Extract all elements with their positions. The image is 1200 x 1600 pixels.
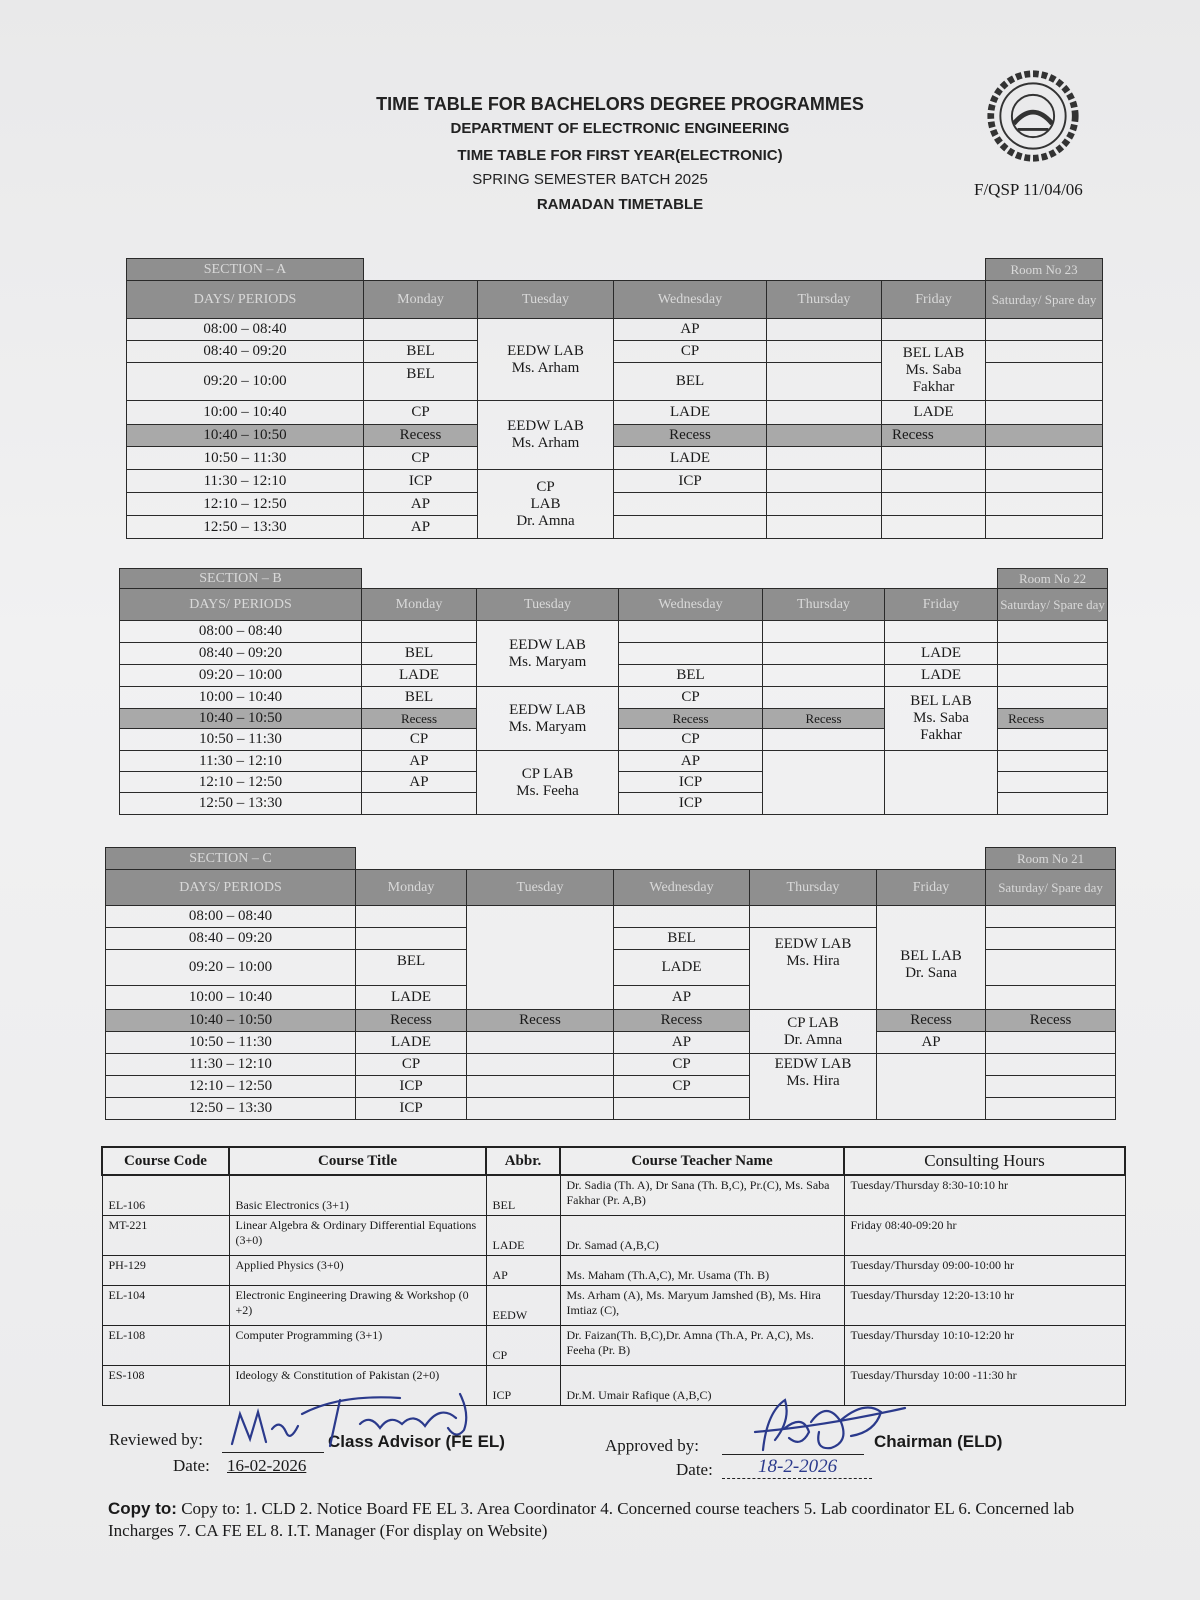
- section-c-table: [105, 847, 1116, 1120]
- course-title: Linear Algebra & Ordinary Differential Equations (3+0): [229, 1215, 486, 1255]
- class-cell: CP: [614, 1054, 750, 1076]
- section-a-table: [126, 258, 1103, 539]
- day-header: Saturday/ Spare day: [986, 281, 1103, 319]
- days-periods-header: DAYS/ PERIODS: [120, 589, 362, 621]
- consulting-hours: Tuesday/Thursday 8:30-10:10 hr: [844, 1175, 1125, 1215]
- table-row: [102, 1255, 1125, 1285]
- course-code: EL-106: [102, 1175, 229, 1215]
- course-code: EL-104: [102, 1285, 229, 1325]
- approve-date-label: Date:: [676, 1460, 713, 1479]
- room-number: Room No 21: [986, 848, 1116, 870]
- period-cell: 08:00 – 08:40: [106, 906, 356, 928]
- course-abbr: LADE: [486, 1215, 560, 1255]
- course-table: [101, 1146, 1126, 1406]
- class-cell: AP: [362, 772, 477, 793]
- class-cell: CP: [619, 729, 763, 751]
- day-header: Friday: [882, 281, 986, 319]
- period-cell: 12:50 – 13:30: [106, 1098, 356, 1120]
- room-number: Room No 23: [986, 259, 1103, 281]
- class-cell: EEDW LAB: [509, 701, 586, 718]
- class-cell: BEL: [362, 643, 477, 665]
- day-header: Thursday: [763, 589, 885, 621]
- class-cell: AP: [614, 1032, 750, 1054]
- class-cell: Fakhar: [920, 727, 962, 743]
- class-cell: EEDW LAB: [507, 418, 584, 434]
- course-title: Applied Physics (3+0): [229, 1255, 486, 1285]
- day-header: Tuesday: [478, 281, 614, 319]
- section-title: SECTION – B: [120, 569, 362, 589]
- class-cell: Ms. Saba: [913, 710, 969, 726]
- class-cell: EEDW LAB: [774, 936, 852, 952]
- course-code: EL-108: [102, 1325, 229, 1365]
- class-cell: Fakhar: [912, 379, 955, 395]
- class-cell: Ms. Arham: [511, 359, 580, 376]
- course-title: Ideology & Constitution of Pakistan (2+0): [229, 1365, 486, 1405]
- period-cell: 08:00 – 08:40: [120, 621, 362, 643]
- review-date: 16-02-2026: [227, 1456, 307, 1475]
- year-title: TIME TABLE FOR FIRST YEAR(ELECTRONIC): [457, 147, 783, 164]
- class-cell: LADE: [362, 665, 477, 687]
- column-header: Course Teacher Name: [560, 1147, 844, 1175]
- review-date-label: Date:: [173, 1456, 210, 1475]
- recess-cell: Recess: [614, 425, 767, 447]
- class-cell: BEL: [356, 950, 467, 986]
- semester-title: SPRING SEMESTER BATCH 2025: [472, 171, 708, 188]
- class-cell: CP: [364, 401, 478, 425]
- consulting-hours: Friday 08:40-09:20 hr: [844, 1215, 1125, 1255]
- chairman-signature-icon: [745, 1392, 915, 1462]
- period-cell: 09:20 – 10:00: [106, 950, 356, 986]
- class-cell: CP LAB: [787, 1014, 839, 1031]
- recess-cell: Recess: [763, 709, 885, 729]
- period-cell: 12:10 – 12:50: [127, 493, 364, 516]
- course-code: MT-221: [102, 1215, 229, 1255]
- class-cell: CP: [362, 729, 477, 751]
- day-header: Wednesday: [614, 281, 767, 319]
- class-cell: LADE: [614, 950, 750, 986]
- class-cell: Ms. Maryam: [508, 718, 587, 735]
- class-cell: EEDW LAB: [509, 636, 586, 653]
- table-row: [102, 1175, 1125, 1215]
- period-cell: 08:00 – 08:40: [127, 319, 364, 341]
- day-header: Monday: [362, 589, 477, 621]
- recess-cell: Recess: [877, 1010, 986, 1032]
- class-cell: Dr. Amna: [516, 512, 575, 529]
- section-title: SECTION – C: [106, 848, 356, 870]
- recess-cell: Recess: [614, 1010, 750, 1032]
- class-cell: CP: [619, 687, 763, 709]
- class-cell: BEL LAB: [900, 947, 962, 964]
- class-cell: Dr. Sana: [905, 964, 957, 981]
- reviewer-signature-icon: [220, 1384, 490, 1454]
- course-teacher: Dr. Samad (A,B,C): [560, 1215, 844, 1255]
- class-cell: ICP: [364, 470, 478, 493]
- course-teacher: Dr. Faizan(Th. B,C),Dr. Amna (Th.A, Pr. A,C), Ms. Feeha (Pr. B): [560, 1325, 844, 1365]
- period-cell: 10:50 – 11:30: [106, 1032, 356, 1054]
- period-cell: 10:00 – 10:40: [127, 401, 364, 425]
- class-cell: LADE: [885, 665, 998, 687]
- copy-to-label: Copy to:: [108, 1499, 177, 1518]
- consulting-hours: Tuesday/Thursday 09:00-10:00 hr: [844, 1255, 1125, 1285]
- table-row: [102, 1215, 1125, 1255]
- class-cell: Ms. Maryam: [508, 653, 587, 670]
- class-cell: BEL: [364, 341, 478, 363]
- period-cell: 12:50 – 13:30: [127, 516, 364, 539]
- copy-to-text: Copy to: 1. CLD 2. Notice Board FE EL 3. Area Coordinator 4. Concerned course teachers 5. Lab coordinator EL 6. Concerned lab Incharges 7. CA FE EL 8. I.T. Manager (For display on Website): [108, 1499, 1075, 1540]
- period-cell: 09:20 – 10:00: [127, 363, 364, 401]
- recess-cell: Recess: [356, 1010, 467, 1032]
- course-teacher: Ms. Maham (Th.A,C), Mr. Usama (Th. B): [560, 1255, 844, 1285]
- class-cell: CP: [356, 1054, 467, 1076]
- class-cell: Dr. Amna: [783, 1031, 843, 1048]
- approved-by-label: Approved by:: [605, 1436, 699, 1455]
- university-seal-icon: [985, 68, 1081, 164]
- class-cell: BEL LAB: [910, 693, 972, 709]
- department-title: DEPARTMENT OF ELECTRONIC ENGINEERING: [450, 120, 790, 137]
- class-cell: AP: [614, 319, 767, 341]
- period-cell: 08:40 – 09:20: [106, 928, 356, 950]
- column-header: Abbr.: [486, 1147, 560, 1175]
- class-cell: ICP: [356, 1098, 467, 1120]
- copy-to-list: [108, 1498, 1118, 1542]
- form-number: F/QSP 11/04/06: [974, 180, 1083, 199]
- period-cell: 11:30 – 12:10: [127, 470, 364, 493]
- class-cell: CP: [614, 1076, 750, 1098]
- class-cell: LADE: [356, 1032, 467, 1054]
- class-cell: AP: [614, 986, 750, 1010]
- period-cell: 12:10 – 12:50: [106, 1076, 356, 1098]
- course-title: Computer Programming (3+1): [229, 1325, 486, 1365]
- table-row: [102, 1325, 1125, 1365]
- course-abbr: ICP: [486, 1365, 560, 1405]
- class-cell: BEL LAB: [902, 345, 965, 361]
- class-cell: EEDW LAB: [507, 342, 584, 359]
- period-cell: 10:00 – 10:40: [120, 687, 362, 709]
- day-header: Friday: [877, 870, 986, 906]
- period-cell: 10:00 – 10:40: [106, 986, 356, 1010]
- class-cell: LADE: [614, 401, 767, 425]
- class-cell: Ms. Feeha: [516, 782, 579, 799]
- class-cell: Ms. Saba: [905, 362, 962, 378]
- approve-date: 18-2-2026: [758, 1456, 838, 1477]
- consulting-hours: Tuesday/Thursday 10:00 -11:30 hr: [844, 1365, 1125, 1405]
- days-periods-header: DAYS/ PERIODS: [127, 281, 364, 319]
- course-code: PH-129: [102, 1255, 229, 1285]
- day-header: Thursday: [750, 870, 877, 906]
- section-b-table: [119, 568, 1108, 815]
- period-cell: 08:40 – 09:20: [127, 341, 364, 363]
- course-teacher: Dr.M. Umair Rafique (A,B,C): [560, 1365, 844, 1405]
- day-header: Saturday/ Spare day: [998, 589, 1108, 621]
- class-cell: LADE: [614, 447, 767, 470]
- column-header: Course Title: [229, 1147, 486, 1175]
- course-teacher: Dr. Sadia (Th. A), Dr Sana (Th. B,C), Pr.(C), Ms. Saba Fakhar (Pr. A,B): [560, 1175, 844, 1215]
- day-header: Tuesday: [467, 870, 614, 906]
- course-abbr: EEDW: [486, 1285, 560, 1325]
- class-cell: ICP: [614, 470, 767, 493]
- recess-cell: Recess: [467, 1010, 614, 1032]
- class-cell: Ms. Hira: [786, 953, 840, 969]
- class-cell: CP LAB: [521, 765, 574, 782]
- class-cell: AP: [362, 751, 477, 772]
- recess-cell: Recess: [364, 425, 478, 447]
- day-header: Monday: [364, 281, 478, 319]
- class-cell: ICP: [619, 793, 763, 815]
- ramadan-title: RAMADAN TIMETABLE: [536, 196, 704, 213]
- recess-cell: Recess: [998, 709, 1108, 729]
- class-cell: BEL: [364, 363, 478, 401]
- period-cell: 11:30 – 12:10: [120, 751, 362, 772]
- class-cell: EEDW LAB: [774, 1056, 852, 1072]
- period-cell: 09:20 – 10:00: [120, 665, 362, 687]
- chairman-text: Chairman (ELD): [874, 1432, 1003, 1451]
- course-title: Electronic Engineering Drawing & Workshop (0 +2): [229, 1285, 486, 1325]
- column-header: Consulting Hours: [844, 1147, 1125, 1175]
- class-cell: LAB: [530, 495, 561, 512]
- days-periods-header: DAYS/ PERIODS: [106, 870, 356, 906]
- class-cell: AP: [619, 751, 763, 772]
- class-cell: LADE: [885, 643, 998, 665]
- period-cell: 10:40 – 10:50: [106, 1010, 356, 1032]
- consulting-hours: Tuesday/Thursday 12:20-13:10 hr: [844, 1285, 1125, 1325]
- period-cell: 12:10 – 12:50: [120, 772, 362, 793]
- course-abbr: AP: [486, 1255, 560, 1285]
- class-cell: BEL: [614, 928, 750, 950]
- class-cell: LADE: [882, 401, 986, 425]
- class-cell: ICP: [619, 772, 763, 793]
- page-title: TIME TABLE FOR BACHELORS DEGREE PROGRAMMES: [376, 94, 864, 114]
- period-cell: 10:40 – 10:50: [127, 425, 364, 447]
- class-cell: CP: [536, 478, 555, 495]
- course-teacher: Ms. Arham (A), Ms. Maryum Jamshed (B), Ms. Hira Imtiaz (C),: [560, 1285, 844, 1325]
- period-cell: 08:40 – 09:20: [120, 643, 362, 665]
- course-abbr: CP: [486, 1325, 560, 1365]
- course-title: Basic Electronics (3+1): [229, 1175, 486, 1215]
- room-number: Room No 22: [998, 569, 1108, 589]
- class-cell: CP: [364, 447, 478, 470]
- class-cell: Ms. Hira: [786, 1073, 840, 1089]
- period-cell: 12:50 – 13:30: [120, 793, 362, 815]
- consulting-hours: Tuesday/Thursday 10:10-12:20 hr: [844, 1325, 1125, 1365]
- class-cell: AP: [877, 1032, 986, 1054]
- class-cell: AP: [364, 493, 478, 516]
- period-cell: 10:50 – 11:30: [127, 447, 364, 470]
- class-cell: LADE: [356, 986, 467, 1010]
- recess-cell: Recess: [882, 425, 986, 447]
- day-header: Saturday/ Spare day: [986, 870, 1116, 906]
- day-header: Friday: [885, 589, 998, 621]
- day-header: Monday: [356, 870, 467, 906]
- reviewed-by-label: Reviewed by:: [109, 1430, 203, 1449]
- class-cell: CP: [614, 341, 767, 363]
- day-header: Wednesday: [619, 589, 763, 621]
- column-header: Course Code: [102, 1147, 229, 1175]
- recess-cell: Recess: [362, 709, 477, 729]
- period-cell: 10:50 – 11:30: [120, 729, 362, 751]
- period-cell: 10:40 – 10:50: [120, 709, 362, 729]
- recess-cell: Recess: [986, 1010, 1116, 1032]
- course-code: ES-108: [102, 1365, 229, 1405]
- day-header: Wednesday: [614, 870, 750, 906]
- class-cell: BEL: [614, 363, 767, 401]
- class-cell: ICP: [356, 1076, 467, 1098]
- class-cell: Ms. Arham: [511, 435, 580, 451]
- class-advisor-text: Class Advisor (FE EL): [328, 1432, 505, 1451]
- table-row: [102, 1285, 1125, 1325]
- course-abbr: BEL: [486, 1175, 560, 1215]
- class-cell: AP: [364, 516, 478, 539]
- section-title: SECTION – A: [127, 259, 364, 281]
- recess-cell: Recess: [619, 709, 763, 729]
- period-cell: 11:30 – 12:10: [106, 1054, 356, 1076]
- class-cell: BEL: [619, 665, 763, 687]
- class-cell: BEL: [362, 687, 477, 709]
- day-header: Tuesday: [477, 589, 619, 621]
- day-header: Thursday: [767, 281, 882, 319]
